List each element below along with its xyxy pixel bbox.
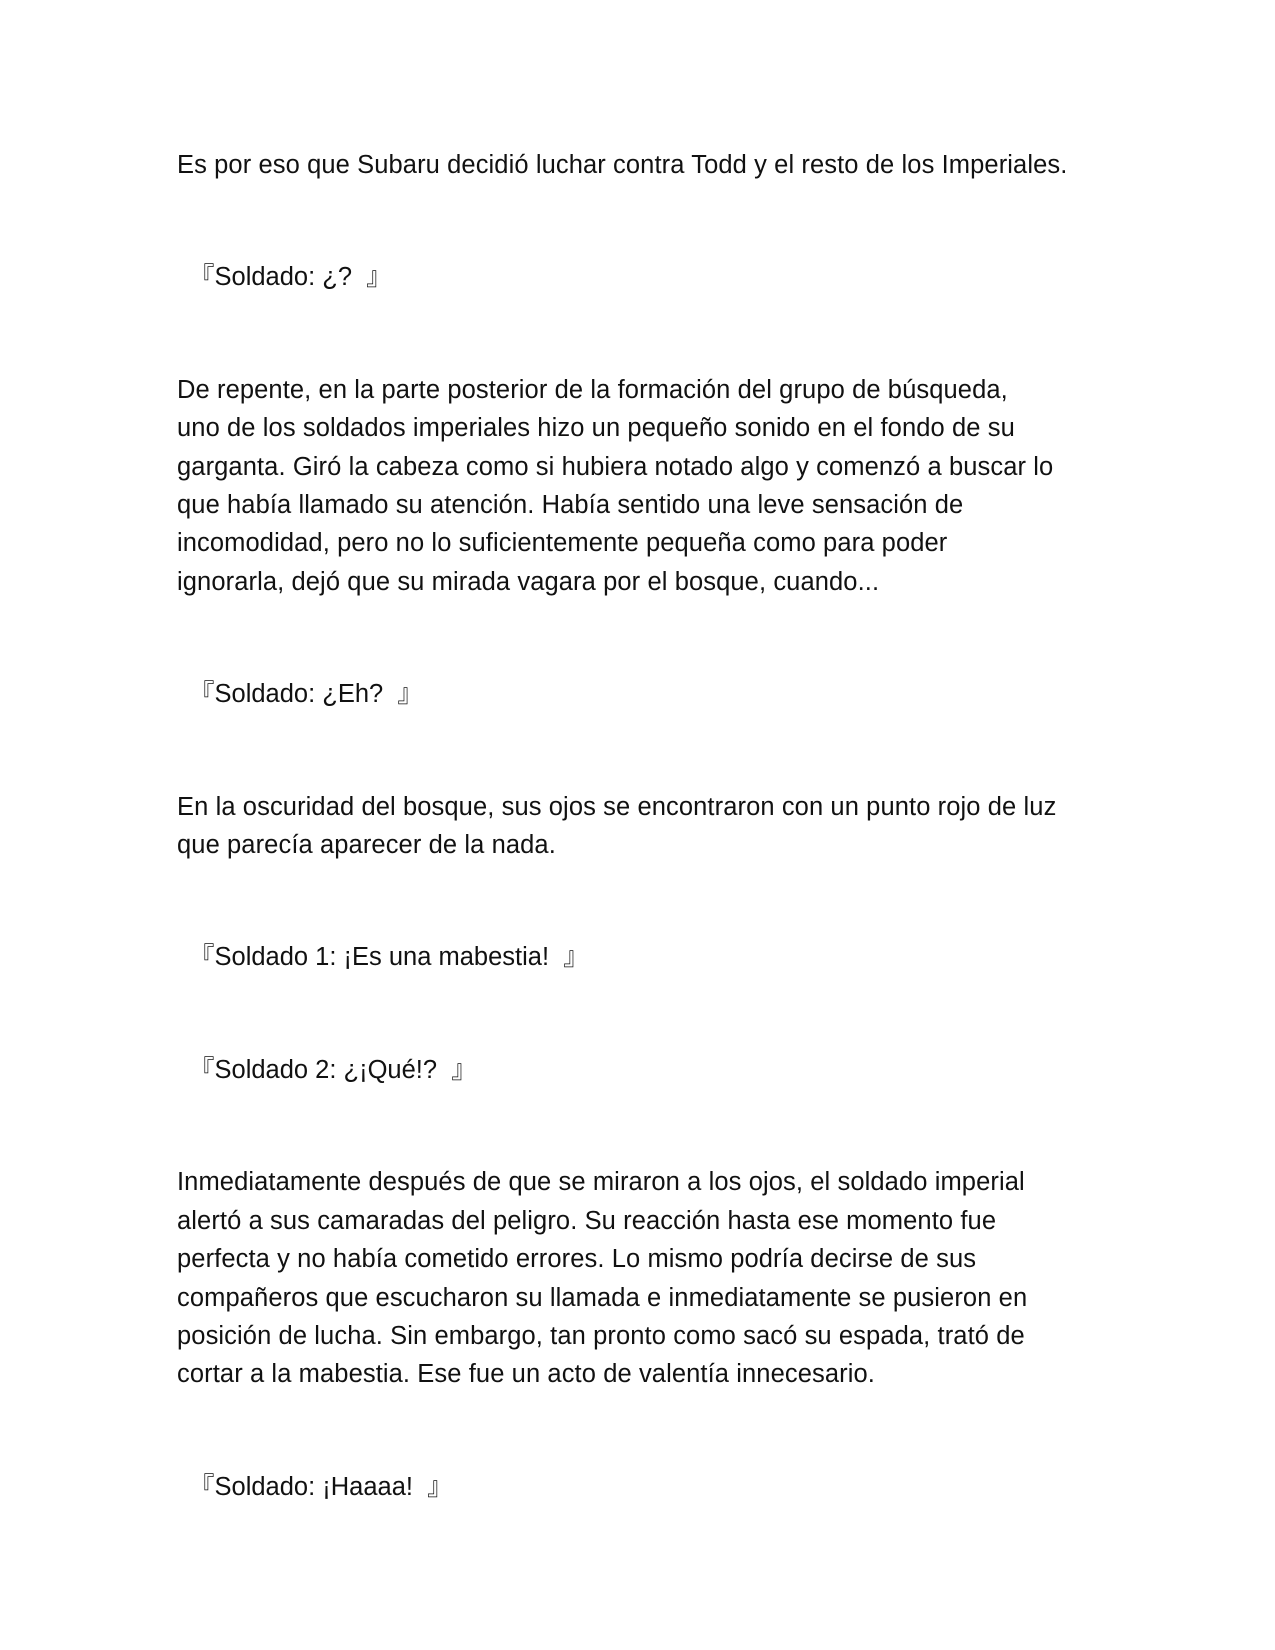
spacer xyxy=(177,184,1097,258)
dialogue-line-3: 『Soldado 1: ¡Es una mabestia! 』 xyxy=(189,943,589,972)
document-body xyxy=(177,146,1097,1506)
spacer xyxy=(177,1394,1097,1468)
paragraph-3: En la oscuridad del bosque, sus ojos se encontraron con un punto rojo de luz que parecía aparecer de la nada. xyxy=(177,792,1057,860)
spacer xyxy=(177,601,1097,675)
dialogue-line-4: 『Soldado 2: ¿¡Qué!? 』 xyxy=(189,1055,477,1084)
spacer xyxy=(177,977,1097,1051)
dialogue-line-2: 『Soldado: ¿Eh? 』 xyxy=(189,680,423,709)
dialogue-line-5: 『Soldado: ¡Haaaa! 』 xyxy=(189,1472,453,1501)
paragraph-2: De repente, en la parte posterior de la formación del grupo de búsqueda, uno de los soldados imperiales hizo un pequeño sonido en el fondo de su garganta. Giró la cabeza como si hubiera notado algo y comenzó a buscar lo que había llamado su atención. Había sentido una leve sensación de incomodidad, pero no lo suficientemente pequeña como para poder ignorarla, dejó que su mirada vagara por el bosque, cuando... xyxy=(177,375,1054,596)
paragraph-1: Es por eso que Subaru decidió luchar contra Todd y el resto de los Imperiales. xyxy=(177,151,1068,179)
spacer xyxy=(177,297,1097,371)
paragraph-4: Inmediatamente después de que se miraron a los ojos, el soldado imperial alertó a sus camaradas del peligro. Su reacción hasta ese momento fue perfecta y no había cometido errores. Lo mismo podría decirse de sus compañeros que escucharon su llamada e inmediatamente se pusieron en posición de lucha. Sin embargo, tan pronto como sacó su espada, trató de cortar a la mabestia. Ese fue un acto de valentía innecesario. xyxy=(177,1168,1028,1389)
spacer xyxy=(177,864,1097,938)
dialogue-line-1: 『Soldado: ¿? 』 xyxy=(189,263,392,292)
spacer xyxy=(177,1089,1097,1163)
spacer xyxy=(177,714,1097,788)
